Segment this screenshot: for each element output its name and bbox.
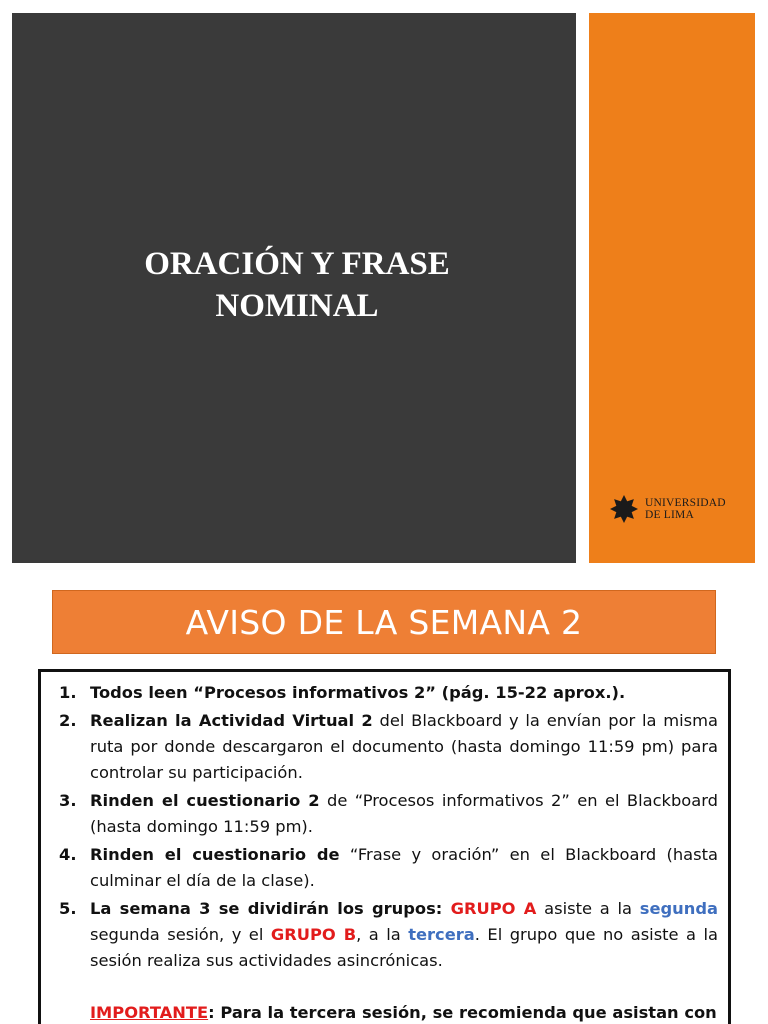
third-session-label: tercera	[408, 925, 475, 944]
item-bold-text: La semana 3 se dividirán los grupos:	[90, 899, 451, 918]
important-note	[55, 1000, 718, 1024]
item-bold-text: Rinden el cuestionario de	[90, 845, 340, 864]
orange-side-panel	[589, 13, 755, 563]
group-a-label: GRUPO A	[450, 899, 537, 918]
item-number: 3.	[59, 791, 77, 810]
item-text: de “Procesos informativos 2” en el Blackboard (hasta domingo 11:59 pm).	[90, 791, 718, 836]
banner-title: AVISO DE LA SEMANA 2	[185, 602, 583, 642]
list-item	[55, 680, 718, 706]
university-logo	[609, 494, 726, 524]
item-number: 1.	[59, 683, 77, 702]
item-number: 5.	[59, 899, 77, 918]
list-item	[55, 896, 718, 974]
slide-title-line-2: NOMINAL	[215, 288, 379, 324]
instructions-list	[55, 680, 718, 974]
second-session-label: segunda	[639, 899, 718, 918]
item-text: segunda sesión, y el	[90, 925, 271, 944]
slide-title	[40, 243, 554, 327]
item-text: , a la	[356, 925, 409, 944]
item-text: . El grupo que no asiste a la sesión realiza sus actividades asincrónicas.	[90, 925, 719, 970]
logo-text-line-1: UNIVERSIDAD	[645, 497, 726, 509]
logo-text-line-2: DE LIMA	[645, 509, 694, 521]
item-bold-text: Realizan la Actividad Virtual 2	[90, 711, 373, 730]
list-item	[55, 842, 718, 894]
list-item	[55, 788, 718, 840]
item-bold-text: Rinden el cuestionario 2	[90, 791, 320, 810]
slide-title-line-1: ORACIÓN Y FRASE	[144, 246, 450, 282]
list-item	[55, 708, 718, 786]
item-number: 4.	[59, 845, 77, 864]
logo-text	[645, 497, 726, 521]
important-text: : Para la tercera sesión, se recomienda que asistan con	[208, 1003, 717, 1022]
item-number: 2.	[59, 711, 77, 730]
item-text: del Blackboard y la envían por la misma ruta por donde descargaron el documento (hasta domingo 11:59 pm) para controlar su participación.	[90, 711, 718, 782]
important-label: IMPORTANTE	[90, 1003, 209, 1022]
ulima-flower-icon	[609, 494, 639, 524]
item-text: “Frase y oración” en el Blackboard (hasta culminar el día de la clase).	[90, 845, 719, 890]
instructions-box	[38, 669, 731, 1024]
item-text: asiste a la	[536, 899, 640, 918]
item-bold-text: Todos leen “Procesos informativos 2” (pág. 15-22 aprox.).	[90, 683, 626, 702]
group-b-label: GRUPO B	[270, 925, 357, 944]
week-notice-banner	[52, 590, 716, 654]
